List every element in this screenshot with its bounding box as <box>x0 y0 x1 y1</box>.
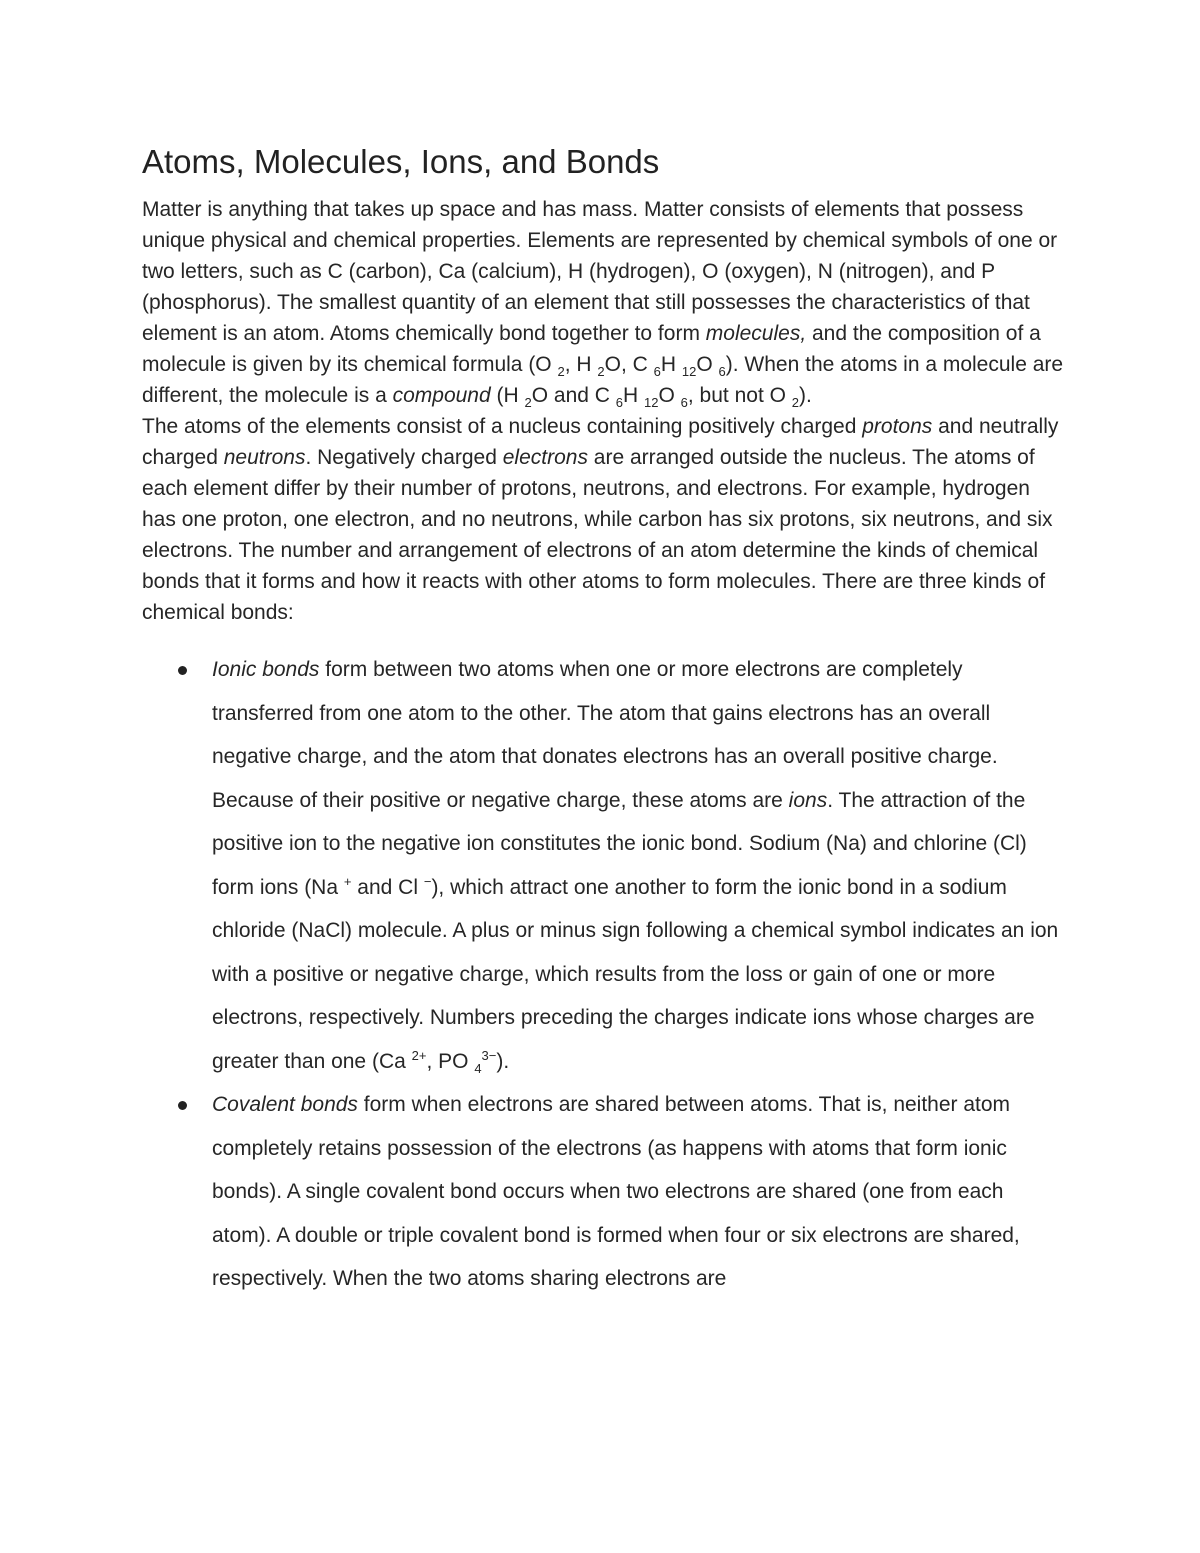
bond-types-list <box>142 648 1067 1301</box>
list-item-covalent-bonds: Covalent bonds form when electrons are shared between atoms. That is, neither atom completely retains possession of the electrons (as happens with atoms that form ionic bonds). A single covalent bond occurs when two electrons are shared (one from each atom). A double or triple covalent bond is formed when four or six electrons are shared, respectively. When the two atoms sharing electrons are <box>142 1083 1067 1301</box>
document-title: Atoms, Molecules, Ions, and Bonds <box>142 143 660 180</box>
list-item-ionic-bonds: Ionic bonds form between two atoms when one or more electrons are completely transferred from one atom to the other. The atom that gains electrons has an overall negative charge, and the atom that donates electrons has an overall positive charge. Because of their positive or negative charge, these atoms are ions. The attraction of the positive ion to the negative ion constitutes the ionic bond. Sodium (Na) and chlorine (Cl) form ions (Na + and Cl −), which attract one another to form the ionic bond in a sodium chloride (NaCl) molecule. A plus or minus sign following a chemical symbol indicates an ion with a positive or negative charge, which results from the loss or gain of one or more electrons, respectively. Numbers preceding the charges indicate ions whose charges are greater than one (Ca $^{2+}$, PO $_4^{3-}$). <box>142 648 1067 1083</box>
bullet-icon <box>178 1101 187 1110</box>
bullet-icon <box>178 666 187 675</box>
paragraph-atoms: The atoms of the elements consist of a nucleus containing positively charged protons and neutrally charged neutrons. Negatively charged electrons are arranged outside the nucleus. The atoms of each element differ by their number of protons, neutrons, and electrons. For example, hydrogen has one proton, one electron, and no neutrons, while carbon has six protons, six neutrons, and six electrons. The number and arrangement of electrons of an atom determine the kinds of chemical bonds that it forms and how it reacts with other atoms to form molecules. There are three kinds of chemical bonds: <box>142 415 1059 624</box>
paragraph-matter: Matter is anything that takes up space and has mass. Matter consists of elements that possess unique physical and chemical properties. Elements are represented by chemical symbols of one or two letters, such as C (carbon), Ca (calcium), H (hydrogen), O (oxygen), N (nitrogen), and P (phosphorus). The smallest quantity of an element that still possesses the characteristics of that element is an atom. Atoms chemically bond together to form molecules, and the composition of a molecule is given by its chemical formula (O $_2$, H $_2$O, C $_6$H $_{12}$O $_6$). When the atoms in a molecule are different, the molecule is a compound (H $_2$O and C $_6$H $_{12}$O $_6$, but not O $_2$). <box>142 198 1064 410</box>
document-page <box>142 140 1067 1301</box>
